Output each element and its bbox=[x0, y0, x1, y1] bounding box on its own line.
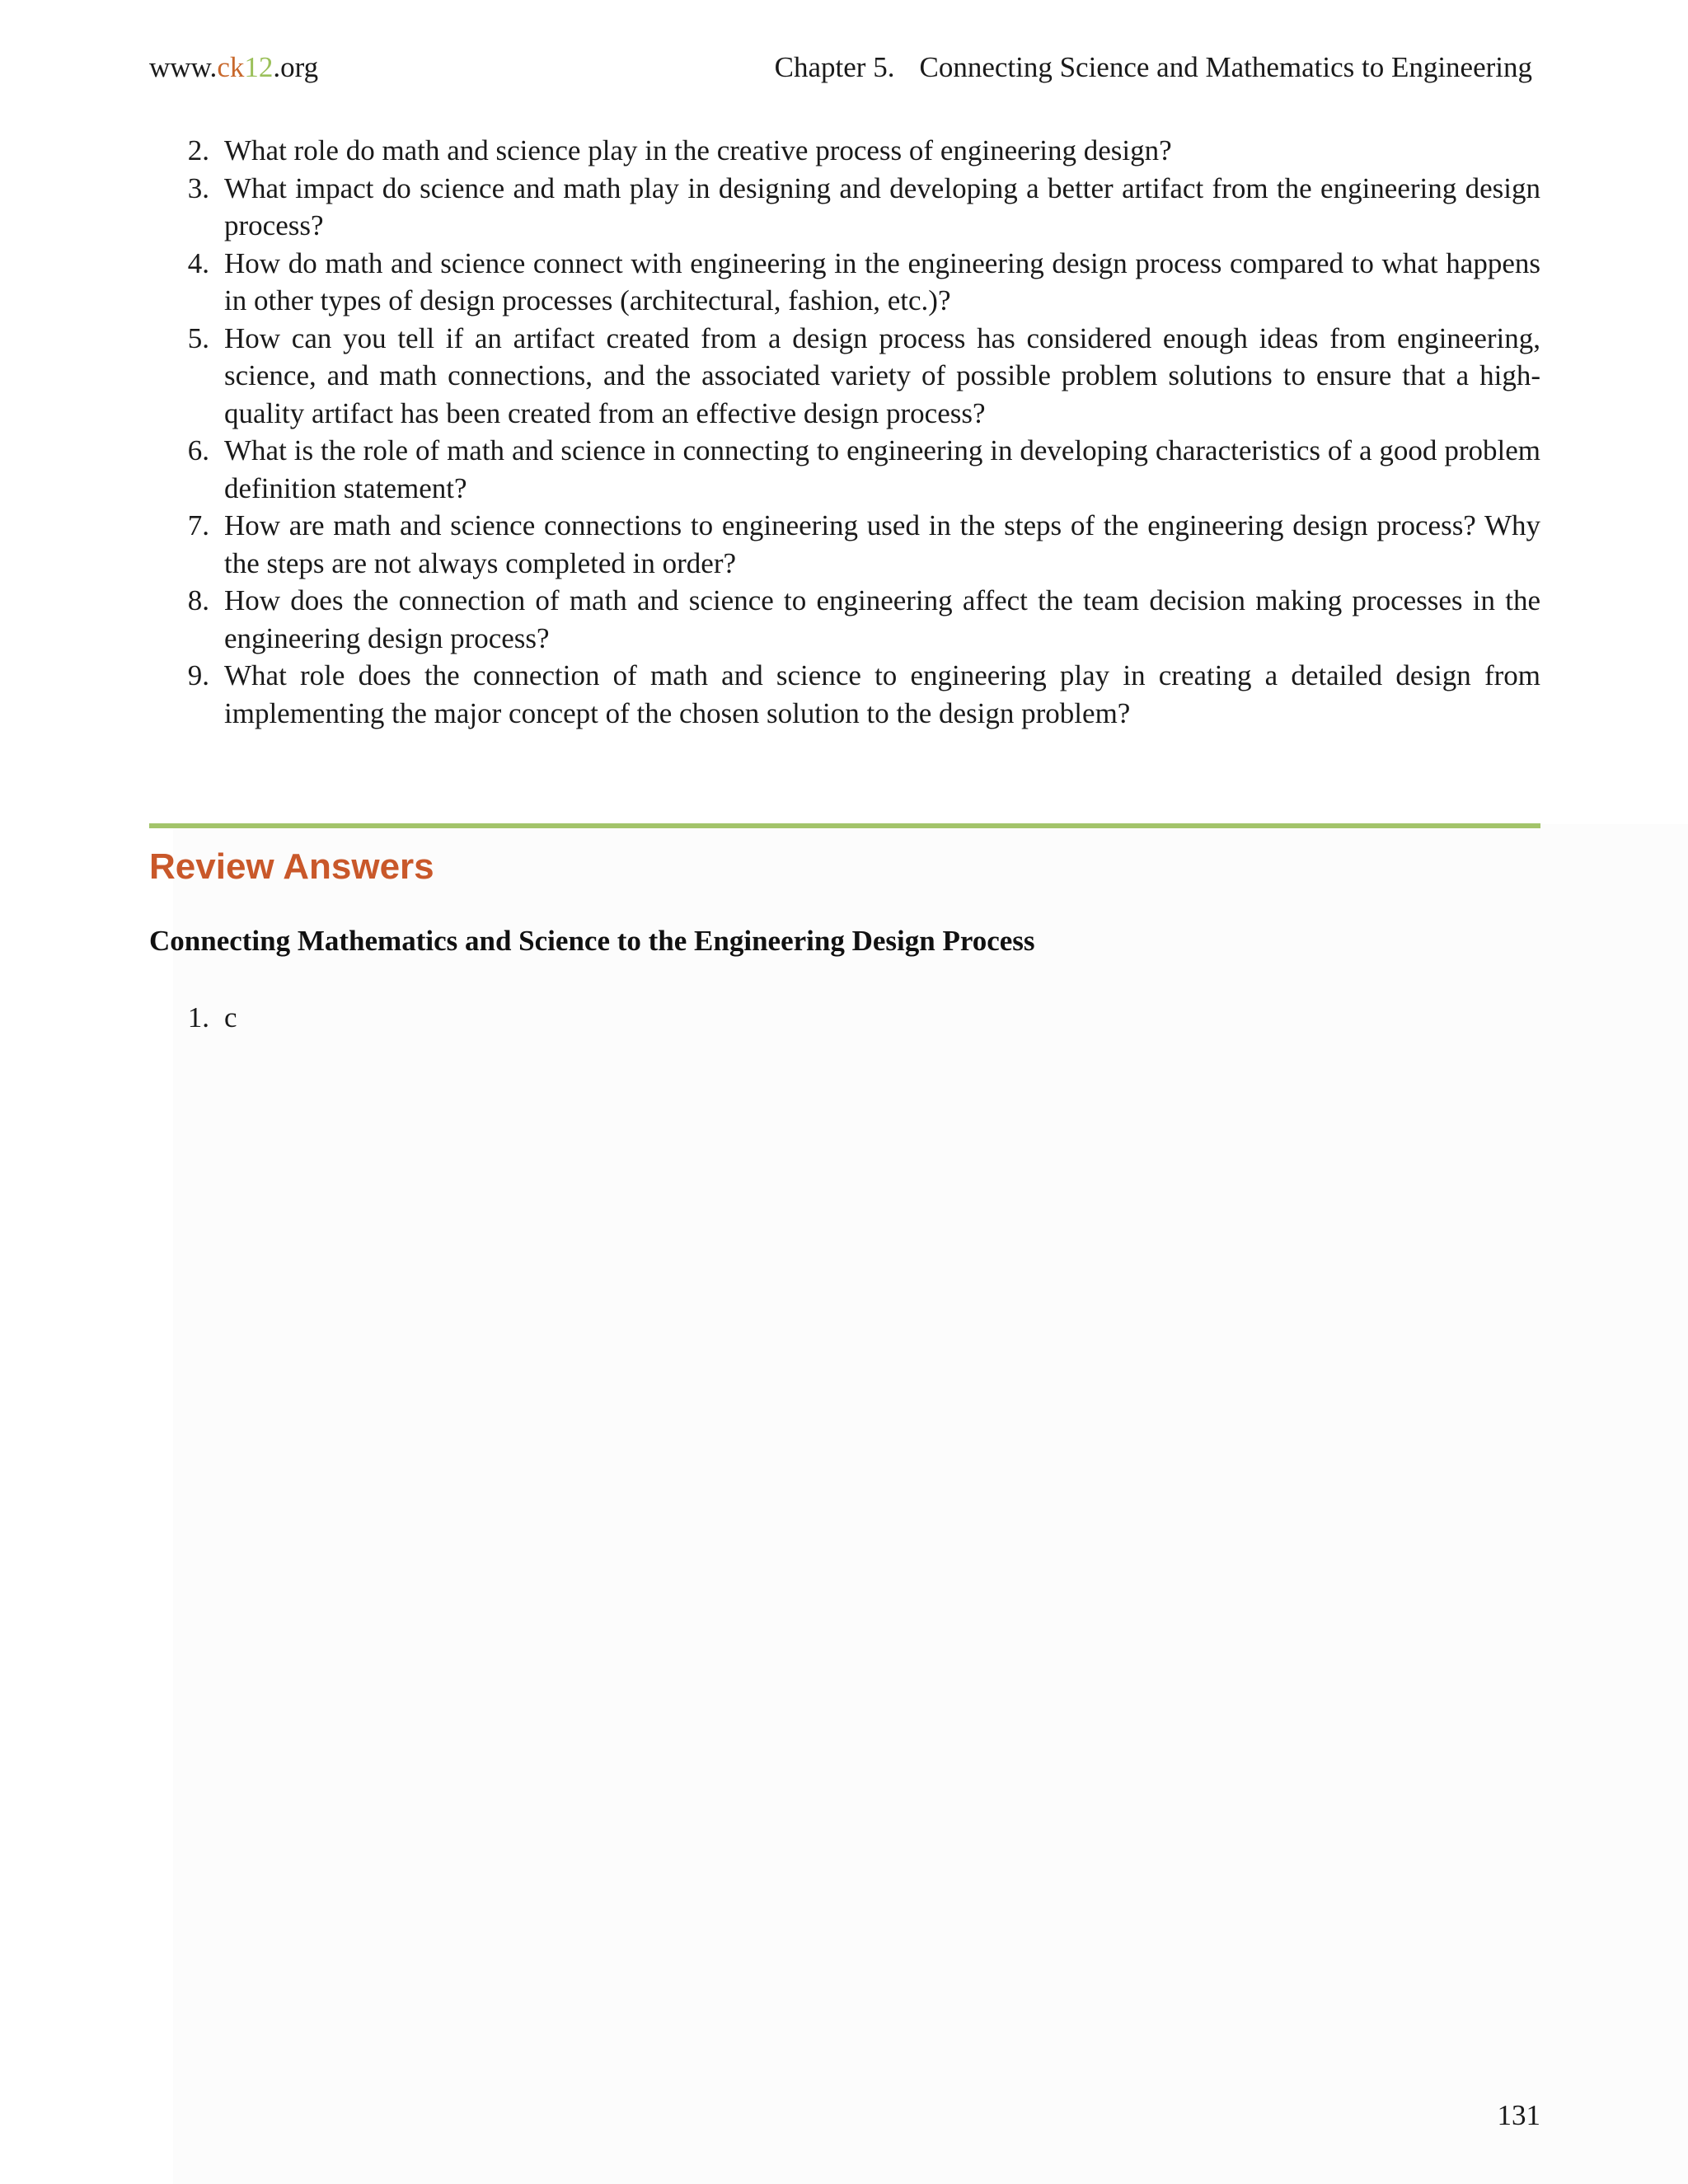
url-prefix: www. bbox=[149, 51, 218, 83]
item-number: 5. bbox=[187, 321, 209, 354]
review-question-list bbox=[149, 132, 1540, 732]
item-text: c bbox=[224, 1001, 237, 1033]
item-text: What role does the connection of math and science to engineering play in creating a detailed design from implementing the major concept of the chosen solution to the design problem? bbox=[224, 659, 1540, 729]
item-text: How are math and science connections to engineering used in the steps of the engineering design process? Why the steps are not always completed in order? bbox=[224, 509, 1540, 579]
list-item bbox=[149, 582, 1540, 657]
item-text: How can you tell if an artifact created from a design process has considered enough ideas from engineering, science, and math connections, and the associated variety of possible problem solutions to ensure that a high-quality artifact has been created from an effective design process? bbox=[224, 321, 1540, 429]
site-url[interactable] bbox=[149, 48, 318, 87]
chapter-title: Connecting Science and Mathematics to Engineering bbox=[919, 51, 1532, 83]
answer-list bbox=[149, 999, 1540, 1037]
list-item bbox=[149, 170, 1540, 245]
item-text: What is the role of math and science in connecting to engineering in developing characteristics of a good problem definition statement? bbox=[224, 434, 1540, 504]
list-item bbox=[149, 657, 1540, 732]
chapter-number: Chapter 5. bbox=[774, 51, 895, 83]
list-item bbox=[149, 999, 1540, 1037]
url-ck: ck bbox=[217, 51, 245, 83]
item-number: 9. bbox=[187, 659, 209, 691]
item-text: How do math and science connect with engineering in the engineering design process compared to what happens in other types of design processes (architectural, fashion, etc.)? bbox=[224, 246, 1540, 316]
section-heading: Review Answers bbox=[149, 846, 434, 887]
list-item bbox=[149, 320, 1540, 433]
item-number: 1. bbox=[187, 1001, 209, 1033]
list-item bbox=[149, 245, 1540, 320]
list-item bbox=[149, 507, 1540, 582]
item-number: 4. bbox=[187, 246, 209, 279]
item-number: 8. bbox=[187, 584, 209, 616]
item-number: 6. bbox=[187, 434, 209, 466]
page-number: 131 bbox=[1497, 2099, 1540, 2131]
running-header bbox=[149, 48, 1532, 87]
item-number: 3. bbox=[187, 171, 209, 204]
item-text: How does the connection of math and science to engineering affect the team decision making processes in the engineering design process? bbox=[224, 584, 1540, 654]
item-text: What impact do science and math play in designing and developing a better artifact from the engineering design process? bbox=[224, 171, 1540, 241]
list-item bbox=[149, 132, 1540, 170]
item-number: 7. bbox=[187, 509, 209, 541]
item-text: What role do math and science play in the creative process of engineering design? bbox=[224, 134, 1172, 166]
subsection-heading: Connecting Mathematics and Science to the Engineering Design Process bbox=[149, 925, 1035, 957]
url-suffix: .org bbox=[273, 51, 319, 83]
list-item bbox=[149, 432, 1540, 507]
chapter-heading bbox=[775, 48, 1532, 87]
item-number: 2. bbox=[187, 134, 209, 166]
url-12: 12 bbox=[244, 51, 274, 83]
section-divider bbox=[149, 823, 1540, 828]
